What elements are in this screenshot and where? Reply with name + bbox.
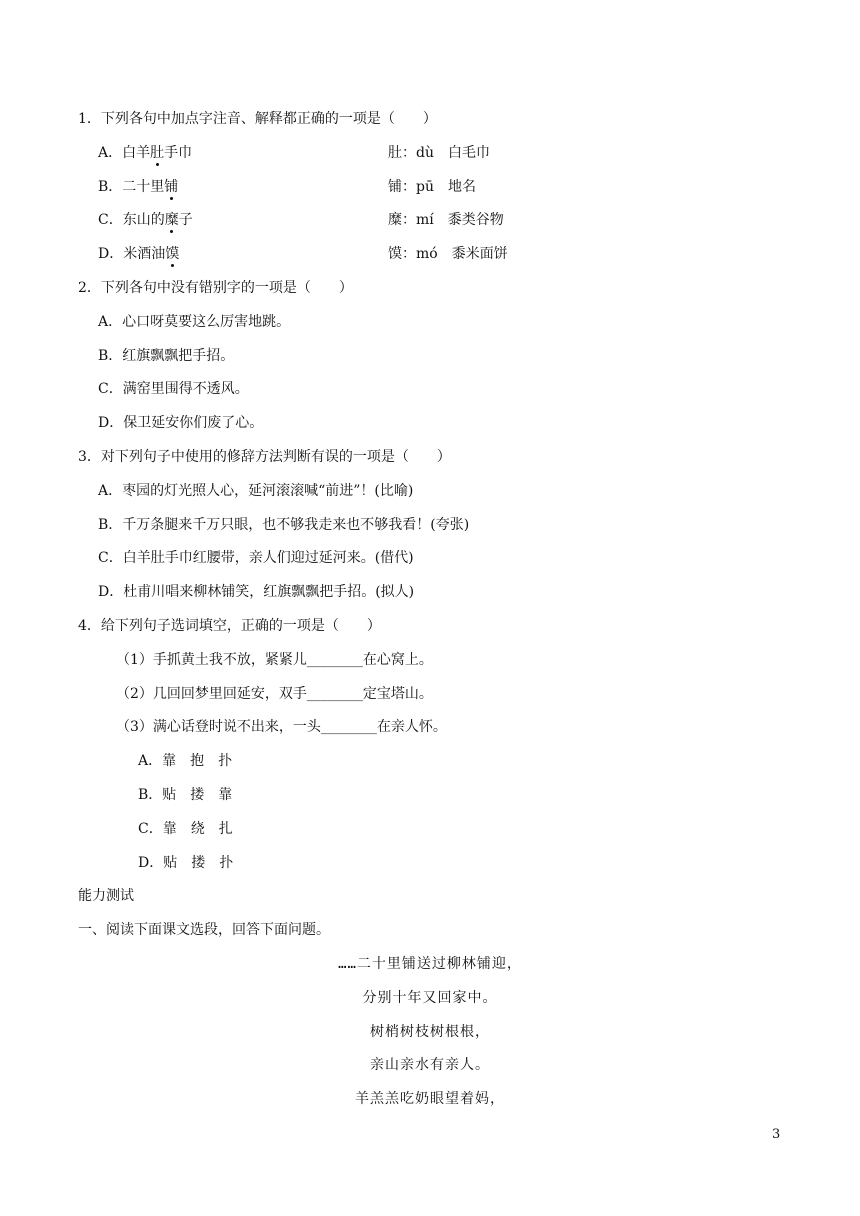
poem-line: 分别十年又回家中。 <box>362 990 498 1006</box>
question-4-option-b: B．贴 搂 靠 <box>138 787 233 803</box>
option-text-prefix: A．白羊 <box>98 145 151 161</box>
option-text-suffix: 子 <box>178 212 193 228</box>
question-1-option-b <box>98 177 476 197</box>
dotted-character: 肚 <box>150 145 165 161</box>
option-note: 铺：pū 地名 <box>388 179 476 195</box>
reading-instruction: 一、阅读下面课文选段，回答下面问题。 <box>78 922 330 938</box>
option-note: 肚：dù 白毛巾 <box>388 145 490 161</box>
question-2-option-d: D．保卫延安你们废了心。 <box>98 415 264 431</box>
question-4-sentence-3: （3）满心话登时说不出来，一头________在亲人怀。 <box>116 719 447 735</box>
question-2-option-a: A．心口呀莫要这么厉害地跳。 <box>98 314 291 330</box>
question-3-stem: 3．对下列句子中使用的修辞方法判断有误的一项是（ ） <box>78 449 451 465</box>
option-note: 糜：mí 黍类谷物 <box>388 212 504 228</box>
option-note: 馍：mó 黍米面饼 <box>388 246 508 262</box>
question-1-option-c <box>98 210 504 230</box>
dotted-character: 铺 <box>164 179 179 195</box>
poem-line: 亲山亲水有亲人。 <box>370 1057 490 1073</box>
question-3-option-b: B．千万条腿来千万只眼，也不够我走来也不够我看！(夸张) <box>98 517 470 533</box>
question-4-sentence-2: （2）几回回梦里回延安，双手________定宝塔山。 <box>116 686 433 702</box>
page-number: 3 <box>772 1127 781 1142</box>
dotted-character: 馍 <box>165 246 180 262</box>
question-2-stem: 2．下列各句中没有错别字的一项是（ ） <box>78 280 353 296</box>
question-4-option-d: D．贴 搂 扑 <box>138 855 234 871</box>
section-heading: 能力测试 <box>78 888 134 904</box>
option-text-suffix: 手巾 <box>164 145 193 161</box>
question-3-option-a: A．枣园的灯光照人心，延河滚滚喊“前进”！(比喻) <box>98 483 414 499</box>
question-4-sentence-1: （1）手抓黄土我不放，紧紧儿________在心窝上。 <box>116 652 433 668</box>
question-3-option-d: D．杜甫川唱来柳林铺笑，红旗飘飘把手招。(拟人) <box>98 584 415 600</box>
option-text-prefix: B．二十里 <box>98 179 165 195</box>
option-text-prefix: C．东山的 <box>98 212 165 228</box>
question-2-option-b: B．红旗飘飘把手招。 <box>98 348 235 364</box>
poem-line: ……二十里铺送过柳林铺迎， <box>338 956 522 972</box>
question-4-option-a: A．靠 抱 扑 <box>138 753 233 769</box>
option-text-prefix: D．米酒油 <box>98 246 166 262</box>
poem-line: 羊羔羔吃奶眼望着妈， <box>355 1091 505 1107</box>
question-1-option-a <box>98 143 490 163</box>
question-4-stem: 4．给下列句子选词填空，正确的一项是（ ） <box>78 618 381 634</box>
question-1-option-d <box>98 244 508 264</box>
question-2-option-c: C．满窑里围得不透风。 <box>98 381 249 397</box>
poem-line: 树梢树枝树根根， <box>370 1024 490 1040</box>
question-1-stem: 1．下列各句中加点字注音、解释都正确的一项是（ ） <box>78 111 437 127</box>
dotted-character: 糜 <box>164 212 179 228</box>
question-3-option-c: C．白羊肚手巾红腰带，亲人们迎过延河来。(借代) <box>98 550 414 566</box>
question-4-option-c: C．靠 绕 扎 <box>138 821 233 837</box>
